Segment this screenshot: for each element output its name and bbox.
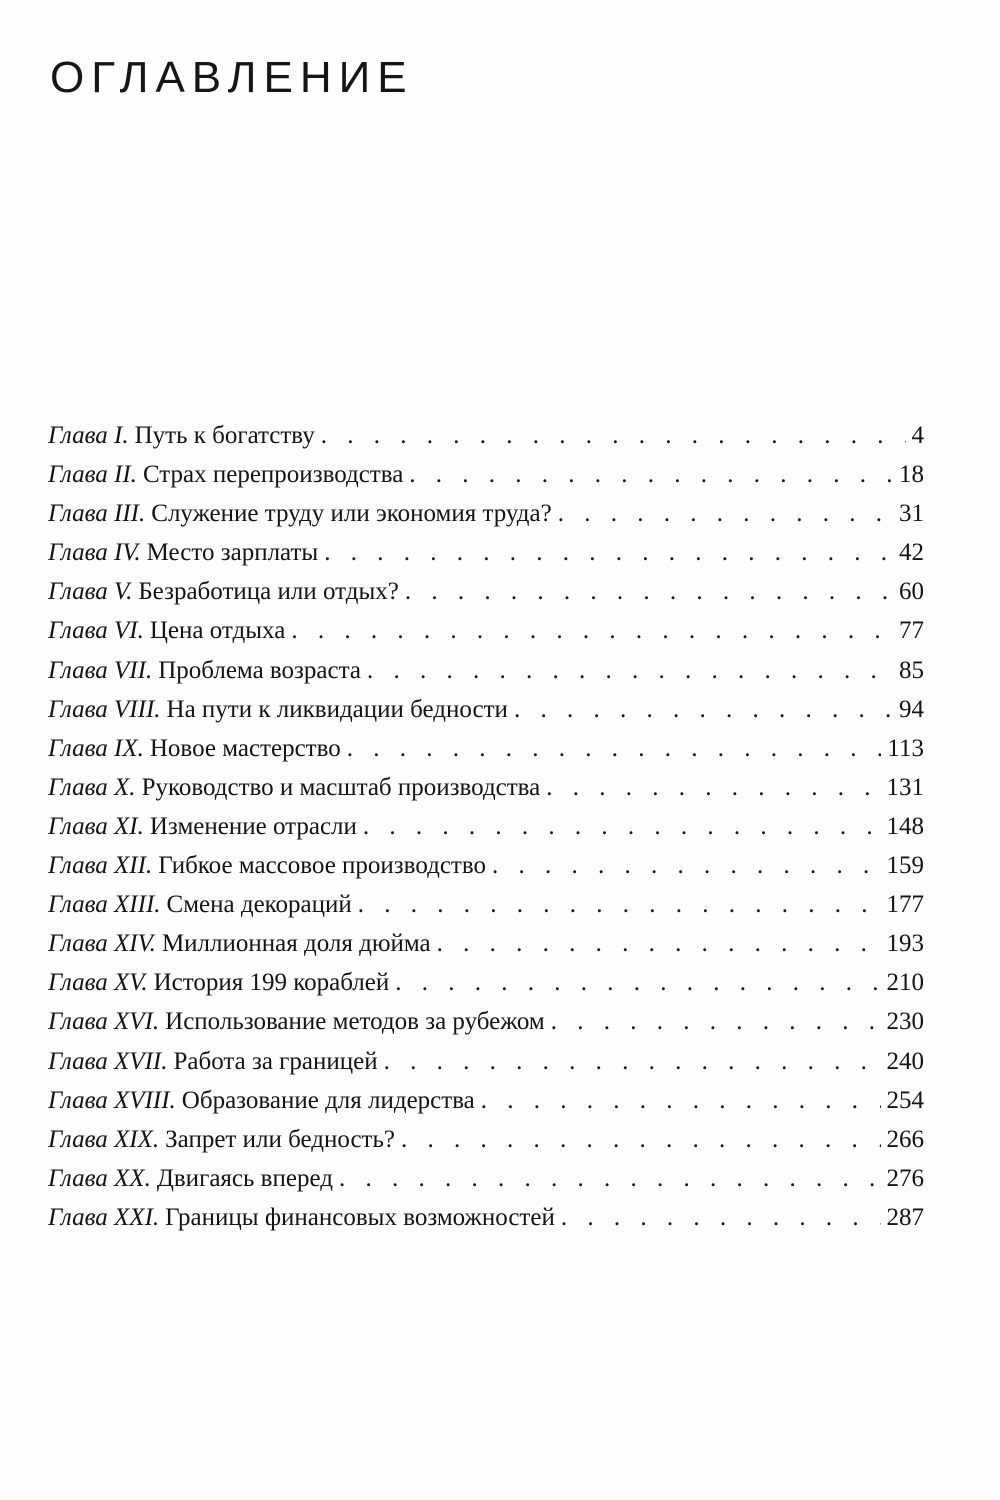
page-number: 60 <box>899 578 924 606</box>
toc-entry <box>48 611 924 650</box>
table-of-contents <box>48 416 924 1237</box>
chapter-title: Путь к богатству <box>134 422 315 449</box>
toc-entry <box>48 690 924 729</box>
chapter-label: Глава XVI. <box>48 1008 160 1036</box>
page-number: 18 <box>899 461 924 489</box>
toc-entry <box>48 1120 924 1159</box>
chapter-label: Глава IV. <box>48 539 141 567</box>
toc-entry <box>48 533 924 572</box>
chapter-label: Глава II. <box>48 461 137 489</box>
chapter-label: Глава XVII. <box>48 1047 168 1075</box>
chapter-title: История 199 кораблей <box>153 969 390 997</box>
toc-entry <box>48 768 924 807</box>
chapter-title: Гибкое массовое производство <box>158 852 486 880</box>
dot-leader <box>291 611 893 650</box>
chapter-title: Работа за границей <box>173 1047 378 1075</box>
chapter-title: Место зарплаты <box>146 539 319 567</box>
chapter-label: Глава VII. <box>48 656 153 684</box>
page-number: 131 <box>886 773 924 801</box>
dot-leader <box>339 1159 881 1198</box>
chapter-label: Глава XXI. <box>48 1203 160 1231</box>
toc-entry <box>48 1198 924 1237</box>
toc-entry <box>48 846 924 885</box>
chapter-title: Страх перепроизводства <box>142 461 404 489</box>
chapter-label: Глава III. <box>48 500 146 528</box>
dot-leader <box>358 885 881 924</box>
page-title: ОГЛАВЛЕНИЕ <box>50 53 414 102</box>
chapter-title: Использование методов за рубежом <box>165 1008 545 1036</box>
chapter-title: Границы финансовых возможностей <box>165 1203 555 1231</box>
chapter-title: Проблема возраста <box>158 656 361 684</box>
page-number: 94 <box>899 695 924 723</box>
page-number: 276 <box>886 1164 924 1192</box>
toc-entry <box>48 807 924 846</box>
page-number: 42 <box>899 539 924 567</box>
chapter-title: Руководство и масштаб производства <box>141 773 541 801</box>
dot-leader <box>514 690 893 729</box>
chapter-label: Глава VI. <box>48 617 144 645</box>
chapter-title: Миллионная доля дюйма <box>161 930 431 958</box>
chapter-label: Глава XII. <box>48 852 153 880</box>
dot-leader <box>324 533 893 572</box>
page-number: 177 <box>886 891 924 919</box>
dot-leader <box>409 455 893 494</box>
toc-entry <box>48 1042 924 1081</box>
toc-entry <box>48 1081 924 1120</box>
chapter-label: Глава IX. <box>48 734 144 762</box>
dot-leader <box>321 416 906 455</box>
dot-leader <box>384 1042 881 1081</box>
page-number: 4 <box>911 422 924 449</box>
dot-leader <box>561 1198 881 1237</box>
dot-leader <box>437 924 881 963</box>
chapter-title: Цена отдыха <box>149 617 286 645</box>
toc-entry <box>48 963 924 1002</box>
page-number: 266 <box>886 1125 924 1153</box>
page-number: 287 <box>886 1203 924 1231</box>
toc-entry <box>48 1002 924 1041</box>
chapter-label: Глава XVIII. <box>48 1086 176 1114</box>
chapter-label: Глава XX. <box>48 1164 151 1192</box>
chapter-label: Глава XIII. <box>48 891 161 919</box>
page-number: 77 <box>899 617 924 645</box>
toc-entry <box>48 572 924 611</box>
toc-entry <box>48 494 924 533</box>
page-number: 31 <box>899 500 924 528</box>
dot-leader <box>546 768 880 807</box>
toc-entry <box>48 729 924 768</box>
toc-entry <box>48 455 924 494</box>
page-number: 148 <box>886 812 924 840</box>
dot-leader <box>367 651 893 690</box>
dot-leader <box>395 963 880 1002</box>
chapter-label: Глава VIII. <box>48 695 161 723</box>
chapter-title: Изменение отрасли <box>149 812 357 840</box>
chapter-label: Глава V. <box>48 578 133 606</box>
toc-entry <box>48 416 924 455</box>
chapter-title: Служение труду или экономия труда? <box>151 500 552 528</box>
dot-leader <box>405 572 893 611</box>
chapter-title: Двигаясь вперед <box>156 1164 333 1192</box>
chapter-label: Глава XI. <box>48 812 144 840</box>
dot-leader <box>347 729 882 768</box>
dot-leader <box>492 846 881 885</box>
chapter-title: Новое мастерство <box>149 734 341 762</box>
page-number: 210 <box>886 969 924 997</box>
chapter-title: На пути к ликвидации бедности <box>166 695 508 723</box>
toc-entry <box>48 924 924 963</box>
chapter-label: Глава XV. <box>48 969 148 997</box>
toc-entry <box>48 651 924 690</box>
chapter-label: Глава X. <box>48 773 136 801</box>
chapter-title: Безработица или отдых? <box>138 578 399 606</box>
dot-leader <box>363 807 881 846</box>
chapter-title: Смена декораций <box>166 891 352 919</box>
page-number: 193 <box>886 930 924 958</box>
chapter-label: Глава XIV. <box>48 930 156 958</box>
page-number: 240 <box>886 1047 924 1075</box>
dot-leader <box>551 1002 881 1041</box>
page-number: 254 <box>886 1086 924 1114</box>
page-number: 85 <box>899 656 924 684</box>
chapter-title: Запрет или бедность? <box>165 1125 395 1153</box>
toc-entry <box>48 1159 924 1198</box>
page-number: 159 <box>886 852 924 880</box>
page-number: 230 <box>886 1008 924 1036</box>
toc-entry <box>48 885 924 924</box>
dot-leader <box>401 1120 881 1159</box>
dot-leader <box>558 494 893 533</box>
dot-leader <box>481 1081 881 1120</box>
chapter-title: Образование для лидерства <box>181 1086 475 1114</box>
chapter-label: Глава I. <box>48 422 129 449</box>
chapter-label: Глава XIX. <box>48 1125 160 1153</box>
page-number: 113 <box>887 734 924 762</box>
